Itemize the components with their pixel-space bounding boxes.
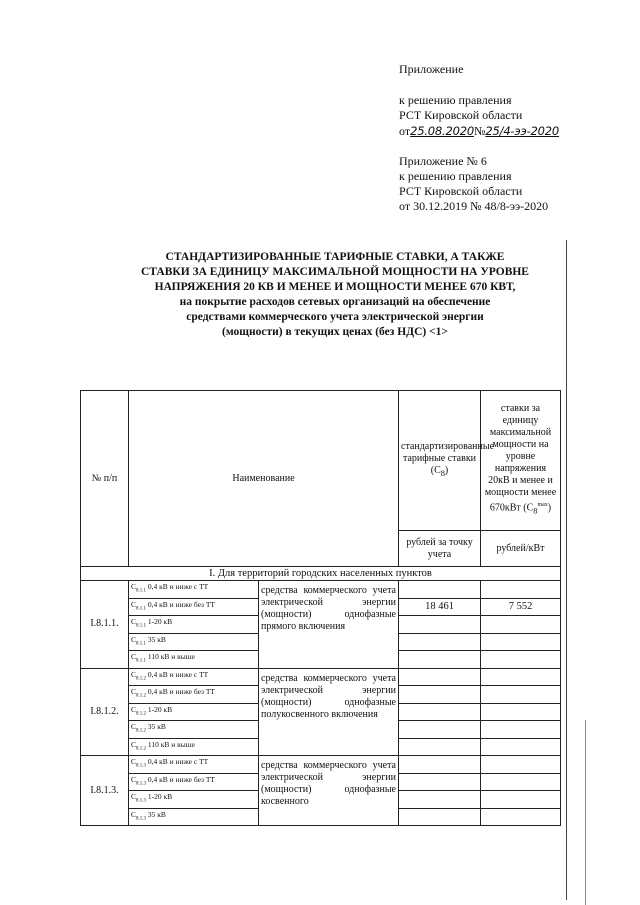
table-row: [81, 668, 561, 686]
value-cell: [481, 738, 561, 756]
appendix6-line4: от 30.12.2019 № 48/8-ээ-2020: [399, 199, 549, 213]
value-cell: [481, 808, 561, 826]
appendix-label: Приложение: [399, 62, 464, 76]
subrow-label: $C_{8.1.2}$ 0,4 кВ и ниже без ТТ: [129, 686, 259, 704]
value-cell: [481, 651, 561, 669]
value-cell: [481, 668, 561, 686]
value-cell: [481, 686, 561, 704]
subrow-label: $C_{8.1.1}$ 35 кВ: [129, 633, 259, 651]
subrow-label: $C_{8.1.3}$ 1-20 кВ: [129, 791, 259, 809]
title-line6: (мощности) в текущих ценах (без НДС) <1>: [222, 326, 448, 338]
value-cell: [399, 686, 481, 704]
unit-kw: рублей/кВт: [481, 531, 561, 567]
from-prefix: от: [399, 124, 411, 138]
table-header-row: [81, 391, 561, 531]
subrow-label: $C_{8.1.3}$ 35 кВ: [129, 808, 259, 826]
value-cell: [481, 633, 561, 651]
handwritten-date: 25.08.2020: [410, 124, 474, 138]
value-cell: [399, 721, 481, 739]
section-title: I. Для территорий городских населенных пунктов: [81, 567, 561, 581]
scan-line-far-right: [585, 720, 586, 905]
subrow-label: $C_{8.1.1}$ 110 кВ и выше: [129, 651, 259, 669]
number-sign: №: [473, 124, 486, 138]
value-cell: [481, 791, 561, 809]
value-cell: [481, 721, 561, 739]
group-description: средства коммерческого учета электрической энергии (мощности) однофазные косвенного: [259, 756, 399, 826]
title-line2: СТАВКИ ЗА ЕДИНИЦУ МАКСИМАЛЬНОЙ МОЩНОСТИ НА УРОВНЕ: [141, 266, 529, 278]
value-cell: [399, 581, 481, 599]
col-name-header: Наименование: [129, 391, 399, 567]
document-title: [100, 250, 570, 340]
subrow-label: $C_{8.1.2}$ 110 кВ и выше: [129, 738, 259, 756]
title-line5: средствами коммерческого учета электрической энергии: [186, 311, 484, 323]
value-cell: [399, 651, 481, 669]
tariff-table: [80, 390, 561, 826]
value-cell: [399, 703, 481, 721]
subrow-label: $C_{8.1.2}$ 0,4 кВ и ниже с ТТ: [129, 668, 259, 686]
appendix-line2: к решению правления: [399, 93, 512, 107]
handwritten-number: 25/4-ээ-2020: [485, 124, 560, 138]
std-value: 18 461: [399, 598, 481, 616]
value-cell: [481, 756, 561, 774]
group-number: I.8.1.1.: [81, 581, 129, 669]
subrow-label: $C_{8.1.1}$ 0,4 кВ и ниже с ТТ: [129, 581, 259, 599]
unit-std: рублей за точку учета: [399, 531, 481, 567]
col-num-header: № п/п: [81, 391, 129, 567]
subrow-label: $C_{8.1.1}$ 0,4 кВ и ниже без ТТ: [129, 598, 259, 616]
subrow-label: $C_{8.1.1}$ 1-20 кВ: [129, 616, 259, 634]
appendix6-line2: к решению правления: [399, 169, 512, 183]
table-row: [81, 581, 561, 599]
value-cell: [399, 791, 481, 809]
group-number: I.8.1.3.: [81, 756, 129, 826]
value-cell: [399, 738, 481, 756]
subrow-label: $C_{8.1.2}$ 35 кВ: [129, 721, 259, 739]
value-cell: [481, 581, 561, 599]
value-cell: [481, 773, 561, 791]
appendix6-label: Приложение № 6: [399, 154, 487, 168]
appendix6-line3: РСТ Кировской области: [399, 184, 523, 198]
title-line3: НАПРЯЖЕНИЯ 20 КВ И МЕНЕЕ И МОЩНОСТИ МЕНЕЕ 670 КВТ,: [154, 281, 516, 293]
value-cell: [399, 668, 481, 686]
scan-line-right: [566, 240, 567, 900]
value-cell: [399, 808, 481, 826]
group-number: I.8.1.2.: [81, 668, 129, 756]
section-row: [81, 567, 561, 581]
value-cell: [399, 773, 481, 791]
appendix-date-line: [399, 124, 559, 139]
value-cell: [481, 616, 561, 634]
value-cell: [481, 703, 561, 721]
kw-value: 7 552: [481, 598, 561, 616]
value-cell: [399, 756, 481, 774]
group-description: средства коммерческого учета электрической энергии (мощности) однофазные прямого включения: [259, 581, 399, 669]
value-cell: [399, 633, 481, 651]
group-description: средства коммерческого учета электрической энергии (мощности) однофазные полукосвенного включения: [259, 668, 399, 756]
title-line4: на покрытие расходов сетевых организаций на обеспечение: [179, 296, 491, 308]
title-line1: СТАНДАРТИЗИРОВАННЫЕ ТАРИФНЫЕ СТАВКИ, А ТАКЖЕ: [165, 251, 505, 263]
table-row: [81, 756, 561, 774]
subrow-label: $C_{8.1.2}$ 1-20 кВ: [129, 703, 259, 721]
col-unit-header: ставки за единицу максимальной мощности на уровне напряжения 20кВ и менее и мощности менее 670кВт $(C_8^{max})$: [481, 391, 561, 531]
value-cell: [399, 616, 481, 634]
col-std-header: стандартизированные тарифные ставки $(C_8)$: [399, 391, 481, 531]
appendix-line3: РСТ Кировской области: [399, 108, 523, 122]
subrow-label: $C_{8.1.3}$ 0,4 кВ и ниже с ТТ: [129, 756, 259, 774]
subrow-label: $C_{8.1.3}$ 0,4 кВ и ниже без ТТ: [129, 773, 259, 791]
